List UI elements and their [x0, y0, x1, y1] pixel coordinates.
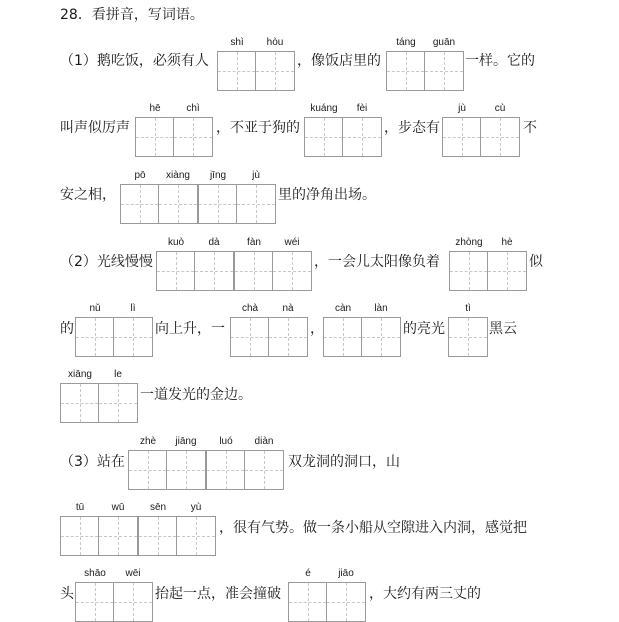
answer-grid-zhonghe[interactable]	[449, 251, 527, 291]
line-text: ，一会儿太阳像负着	[314, 254, 440, 270]
answer-grid-jucu[interactable]	[442, 117, 520, 157]
pinyin: táng	[396, 37, 416, 48]
pinyin: fàn	[247, 237, 261, 248]
pinyin: làn	[374, 303, 388, 314]
pinyin: fèi	[356, 103, 368, 114]
line-text: 的	[60, 321, 74, 337]
pinyin: shāo	[84, 568, 106, 579]
line-text: ，很有气势。做一条小船从空隙进入内洞，感觉把	[219, 520, 527, 536]
answer-grid-shaowei[interactable]	[75, 582, 153, 622]
line-text: 一道发光的金边。	[140, 387, 252, 403]
answer-grid-luodian[interactable]	[206, 450, 284, 490]
line-text: 里的净角出场。	[278, 187, 376, 203]
pinyin: wēi	[125, 568, 141, 579]
pinyin: càn	[334, 303, 352, 314]
pinyin: le	[114, 369, 122, 380]
answer-grid-senyu[interactable]	[138, 516, 216, 556]
pinyin: xiāng	[68, 369, 92, 380]
line-text: 黑云	[489, 321, 517, 337]
answer-grid-shihou[interactable]	[217, 51, 295, 91]
pinyin: zhè	[139, 436, 157, 447]
pinyin: nǔ	[89, 303, 101, 314]
pinyin: hē	[149, 103, 161, 114]
answer-grid-ejiao[interactable]	[288, 582, 366, 622]
pinyin: chà	[241, 303, 259, 314]
line-text: ，像饭店里的	[297, 53, 381, 69]
pinyin: jiāo	[338, 568, 354, 579]
line-text: 一样。它的	[465, 53, 535, 69]
answer-grid-ti[interactable]	[448, 317, 488, 357]
line-text: ，	[310, 321, 324, 337]
line-text: （1）鹅吃饭，必须有人	[60, 53, 209, 69]
pinyin: chì	[186, 103, 200, 114]
pinyin: nà	[282, 303, 294, 314]
line-text: ，大约有两三丈的	[369, 586, 481, 602]
pinyin: jīng	[209, 170, 227, 181]
pinyin: jù	[458, 103, 466, 114]
line-text: 双龙洞的洞口，山	[288, 454, 400, 470]
answer-grid-canlan[interactable]	[323, 317, 401, 357]
pinyin: kuáng	[310, 103, 338, 114]
pinyin: hòu	[266, 37, 284, 48]
pinyin: lì	[130, 303, 136, 314]
answer-grid-jingju[interactable]	[198, 184, 276, 224]
answer-grid-chana[interactable]	[230, 317, 308, 357]
line-text: 向上升，一	[155, 321, 225, 337]
pinyin: shì	[230, 37, 244, 48]
pinyin: pō	[134, 170, 146, 181]
pinyin: hè	[501, 237, 513, 248]
line-text: 安之相，	[60, 187, 116, 203]
pinyin: jiāng	[175, 436, 197, 447]
line-text: ，步态有	[384, 120, 440, 136]
answer-grid-xiangle[interactable]	[60, 383, 138, 423]
line-text: （2）光线慢慢	[60, 254, 153, 270]
pinyin: tì	[465, 303, 471, 314]
pinyin: é	[305, 568, 311, 579]
line-text: 不	[523, 120, 537, 136]
pinyin: yù	[190, 502, 202, 513]
answer-grid-tangguan[interactable]	[386, 51, 464, 91]
line-text: ，不亚于狗的	[216, 120, 300, 136]
answer-grid-nuli[interactable]	[75, 317, 153, 357]
question-title: 28．看拼音，写词语。	[60, 7, 204, 23]
answer-grid-zhejiang[interactable]	[128, 450, 206, 490]
line-text: （3）站在	[60, 454, 125, 470]
pinyin: wū	[111, 502, 125, 513]
pinyin: wéi	[284, 237, 300, 248]
answer-grid-fanwei[interactable]	[234, 251, 312, 291]
pinyin: xiàng	[166, 170, 190, 181]
answer-grid-hechi[interactable]	[135, 117, 213, 157]
pinyin: diàn	[254, 436, 274, 447]
line-text: 抬起一点，准会撞破	[155, 586, 281, 602]
line-text: 叫声似厉声	[60, 120, 130, 136]
line-text: 的亮光	[403, 321, 445, 337]
line-text: 头	[60, 586, 74, 602]
pinyin: guān	[432, 37, 456, 48]
answer-grid-poxiang[interactable]	[120, 184, 198, 224]
pinyin: kuò	[167, 237, 185, 248]
pinyin: dà	[208, 237, 220, 248]
pinyin: luó	[219, 436, 233, 447]
pinyin: cù	[494, 103, 506, 114]
pinyin: sēn	[149, 502, 167, 513]
line-text: 似	[529, 254, 543, 270]
answer-grid-kuoda[interactable]	[156, 251, 234, 291]
pinyin: tū	[75, 502, 85, 513]
answer-grid-kuangfei[interactable]	[304, 117, 382, 157]
pinyin: zhòng	[455, 237, 483, 248]
answer-grid-tuwu[interactable]	[60, 516, 138, 556]
pinyin: jù	[252, 170, 260, 181]
